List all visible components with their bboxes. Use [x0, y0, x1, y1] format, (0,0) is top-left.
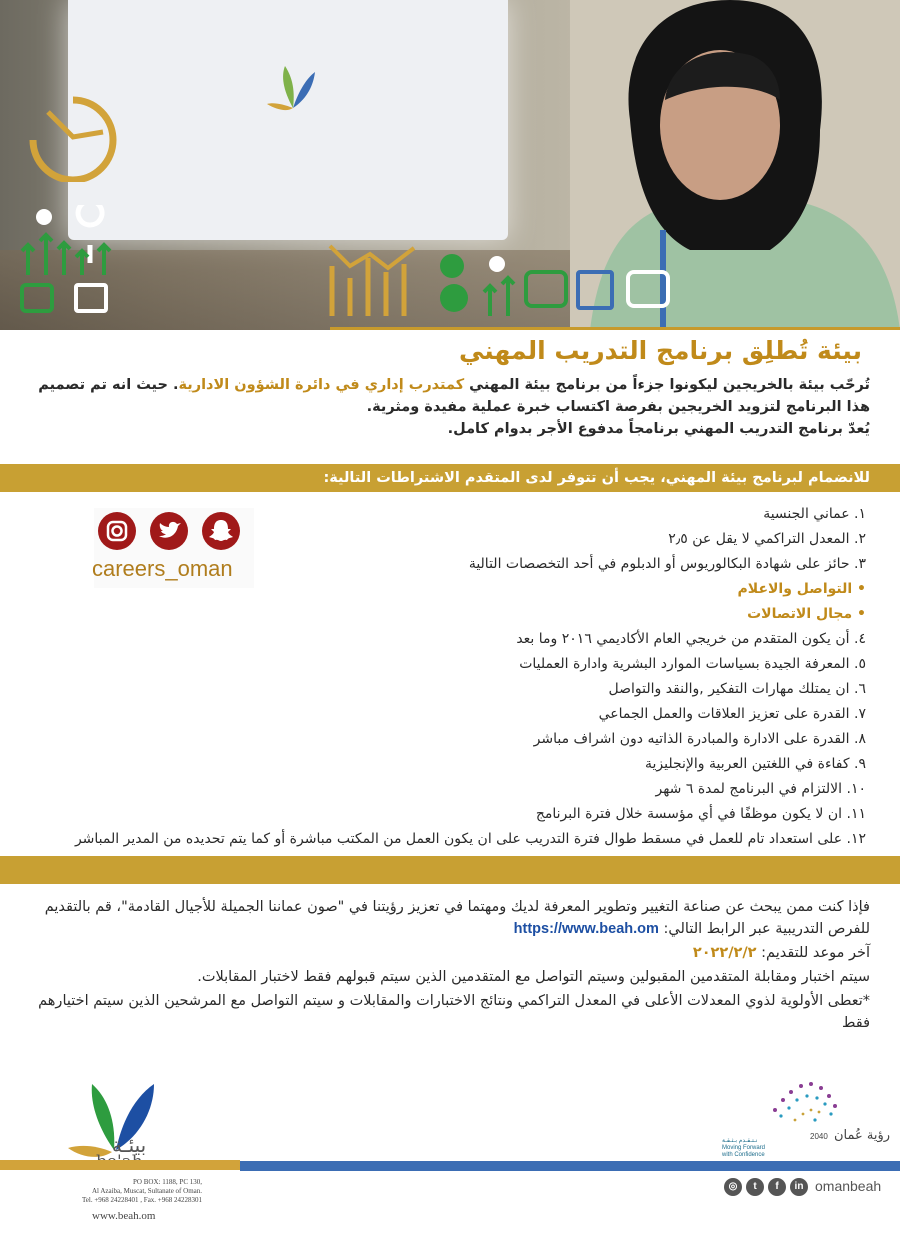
intro-paragraph — [30, 374, 870, 440]
apply-link[interactable]: https://www.beah.om — [513, 921, 659, 937]
list-item: • التواصل والاعلام — [737, 581, 866, 597]
intro-highlight: كمتدرب إداري في دائرة الشؤون الادارية — [178, 377, 465, 393]
snapchat-icon[interactable] — [202, 512, 240, 550]
footer-social-icons — [724, 1178, 814, 1196]
list-item: ١١. ان لا يكون موظفًا في أي مؤسسة خلال فترة البرنامج — [535, 806, 866, 822]
social-handle[interactable]: careers_oman — [92, 556, 233, 581]
page-title: بيئة تُطلِق برنامج التدريب المهني — [458, 336, 862, 365]
deadline-label: آخر موعد للتقديم: — [756, 945, 870, 961]
vision-year: 2040 — [810, 1132, 828, 1141]
list-item: ٧. القدرة على تعزيز العلاقات والعمل الجماعي — [598, 706, 866, 722]
apply-paragraph — [30, 896, 870, 940]
tagline-line: نـتـقـدم بـثـقـة — [722, 1138, 758, 1144]
screen-logo-icon — [263, 60, 323, 120]
intro-text-cont: . حيث انه تم تصميم هذا البرنامج لتزويد الخريجين بفرصة اكتساب خبرة عملية مفيدة ومثرية. — [38, 377, 870, 415]
pie-chart-icon — [18, 92, 128, 182]
list-item: ٤. أن يكون المتقدم من خريجي العام الأكاديمي ٢٠١٦ وما بعد — [516, 631, 866, 647]
deadline — [30, 942, 870, 964]
facebook-icon[interactable]: f — [768, 1178, 786, 1196]
presentation-screen — [68, 0, 508, 240]
website[interactable]: www.beah.om — [92, 1210, 156, 1222]
twitter-icon[interactable] — [150, 512, 188, 550]
list-item: ٨. القدرة على الادارة والمبادرة الذاتيه دون اشراف مباشر — [533, 731, 866, 747]
footer-bar-blue — [240, 1161, 900, 1171]
instagram-icon[interactable] — [98, 512, 136, 550]
list-item: ٩. كفاءة في اللغتين العربية والإنجليزية — [645, 756, 866, 772]
address-line: Tel. +968 24228401 , Fax. +968 24228301 — [82, 1196, 202, 1204]
list-item: ٣. حائز على شهادة البكالوريوس أو الدبلوم في أحد التخصصات التالية — [468, 556, 866, 572]
twitter-icon[interactable]: t — [746, 1178, 764, 1196]
address-line: PO BOX: 1188, PC 130, — [133, 1178, 202, 1186]
address — [52, 1178, 202, 1205]
vision-tagline — [722, 1138, 765, 1159]
requirements-heading: للانضمام لبرنامج بيئة المهني، يجب أن تتوفر لدى المتقدم الاشتراطات التالية: — [323, 470, 870, 486]
intro-text: تُرحّب بيئة بالخريجين ليكونوا جزءاً من برنامج بيئة المهني — [464, 377, 870, 393]
list-item: ٥. المعرفة الجيدة بسياسات الموارد البشرية وادارة العمليات — [519, 656, 866, 672]
brand-name-ar: بيئـة — [112, 1133, 147, 1157]
vision-title-ar: رؤية عُمان — [833, 1128, 890, 1143]
footer-social-handle[interactable]: omanbeah — [815, 1178, 882, 1194]
list-item: ٢. المعدل التراكمي لا يقل عن ٢٫٥ — [668, 531, 866, 547]
divider-band — [0, 856, 900, 884]
address-line: Al Azaiba, Muscat, Sultanate of Oman. — [91, 1187, 202, 1195]
footer-bar-gold — [0, 1160, 240, 1170]
hero-divider — [330, 327, 900, 330]
intro-paid-note: يُعدّ برنامج التدريب المهني برنامجاً مدفوع الأجر بدوام كامل. — [447, 421, 870, 437]
list-item: ١٠. الالتزام في البرنامج لمدة ٦ شهر — [655, 781, 866, 797]
linkedin-icon[interactable]: in — [790, 1178, 808, 1196]
tagline-line: with Confidence — [722, 1152, 765, 1158]
vision-title — [810, 1128, 890, 1143]
tagline-line: Moving Forward — [722, 1145, 766, 1151]
growth-arrows-icon — [18, 205, 128, 325]
deadline-date: ٢٠٢٢/٢/٢ — [692, 945, 757, 961]
hero-photo — [0, 0, 900, 330]
list-item: ١٢. على استعداد تام للعمل في مسقط طوال فترة التدريب على ان يكون العمل من المكتب مباشرة أو كما يتم تحديده من المدير المباشر — [74, 831, 866, 847]
priority-note: *تعطى الأولوية لذوي المعدلات الأعلى في المعدل التراكمي ونتائج الاختبارات والمقابلات و سيتم التواصل مع المرشحين الذين سيتم اختيارهم فقط — [38, 993, 870, 1031]
list-item: ٦. ان يمتلك مهارات التفكير ,والنقد والتواصل — [608, 681, 866, 697]
interview-note: سيتم اختبار ومقابلة المتقدمين المقبولين وسيتم التواصل مع المتقدمين الذين سيتم قبولهم فقط لاختبار المقابلات. — [197, 969, 870, 985]
instagram-icon[interactable]: ◎ — [724, 1178, 742, 1196]
list-item: ١. عماني الجنسية — [763, 506, 866, 522]
apply-text: فإذا كنت ممن يبحث عن صناعة التغيير وتطوير المعرفة لديك ومهتما في تعزيز رؤيتنا في "صون عماننا الجميلة للأجيال القادمة"، قم بالتقديم للفرص التدريبية عبر الرابط التالي: — [44, 899, 870, 937]
list-item: • مجال الاتصالات — [747, 606, 866, 622]
infographic-row-icons — [322, 236, 682, 326]
